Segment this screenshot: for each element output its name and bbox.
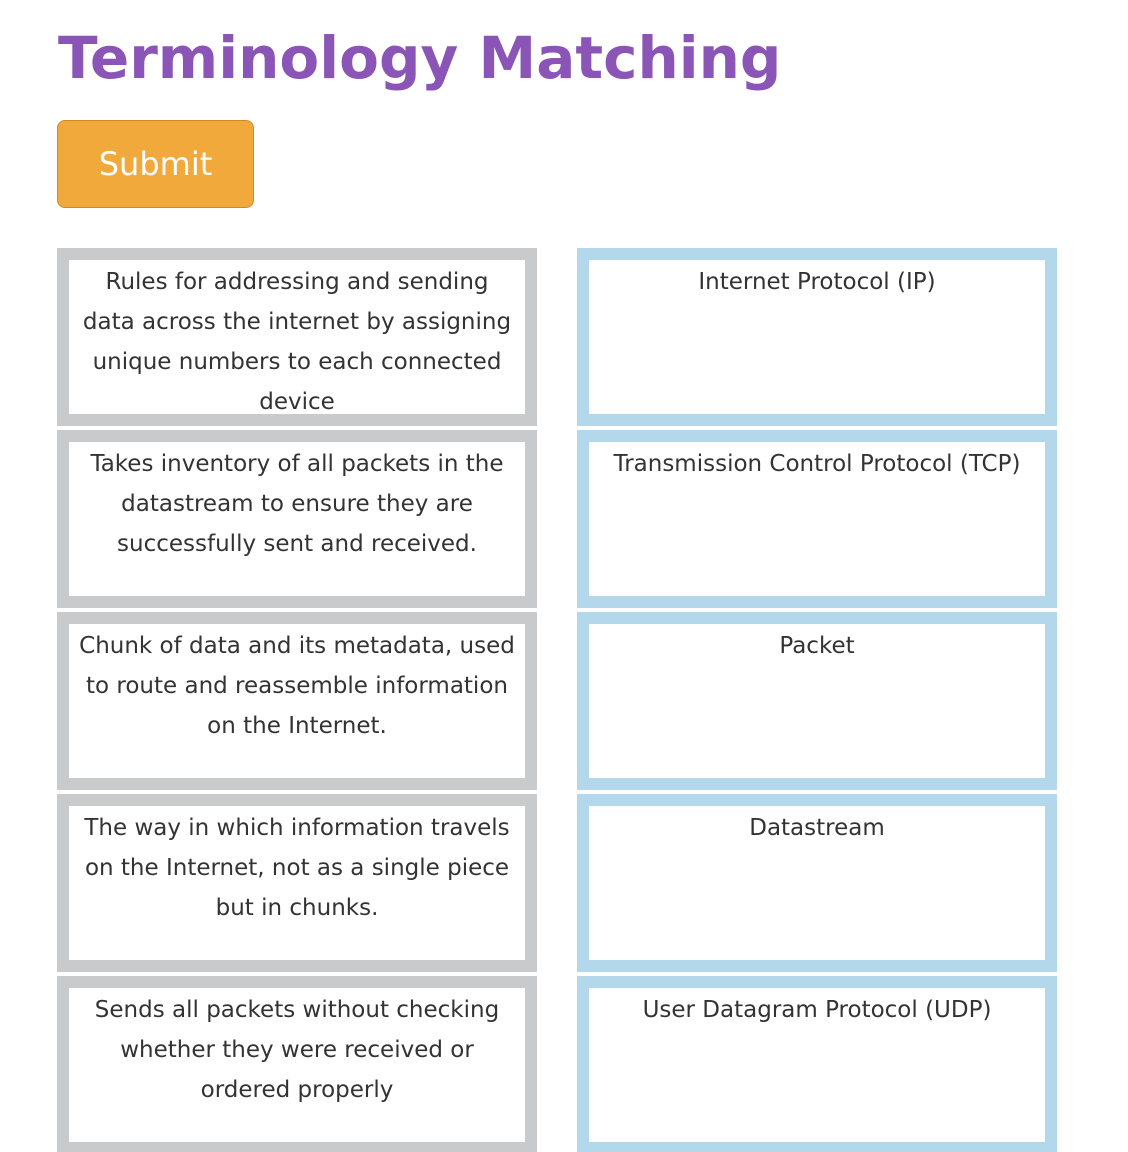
definition-text: Chunk of data and its metadata, used to route and reassemble information on the Internet. (79, 633, 515, 739)
definition-text: Takes inventory of all packets in the datastream to ensure they are successfully sent and received. (90, 451, 504, 557)
match-row (57, 976, 1057, 1152)
match-row (57, 430, 1057, 612)
definition-card[interactable] (57, 248, 537, 426)
submit-button[interactable]: Submit (57, 120, 254, 208)
term-text: Internet Protocol (IP) (698, 269, 936, 295)
definition-card[interactable] (57, 612, 537, 790)
matching-grid (57, 248, 1057, 1152)
term-drop-target[interactable] (577, 612, 1057, 790)
definition-text: Sends all packets without checking whether they were received or ordered properly (94, 997, 500, 1103)
definition-card[interactable] (57, 976, 537, 1152)
term-text: Transmission Control Protocol (TCP) (613, 451, 1021, 477)
term-drop-target[interactable] (577, 248, 1057, 426)
term-drop-target[interactable] (577, 430, 1057, 608)
term-drop-target[interactable] (577, 976, 1057, 1152)
definition-card[interactable] (57, 794, 537, 972)
page-title: Terminology Matching (58, 24, 782, 92)
definition-text: Rules for addressing and sending data across the internet by assigning unique numbers to each connected device (82, 269, 512, 415)
term-text: Packet (779, 633, 855, 659)
definition-card[interactable] (57, 430, 537, 608)
match-row (57, 612, 1057, 794)
term-text: Datastream (749, 815, 885, 841)
term-text: User Datagram Protocol (UDP) (642, 997, 992, 1023)
term-drop-target[interactable] (577, 794, 1057, 972)
match-row (57, 248, 1057, 430)
definition-text: The way in which information travels on the Internet, not as a single piece but in chunks. (84, 815, 510, 921)
match-row (57, 794, 1057, 976)
